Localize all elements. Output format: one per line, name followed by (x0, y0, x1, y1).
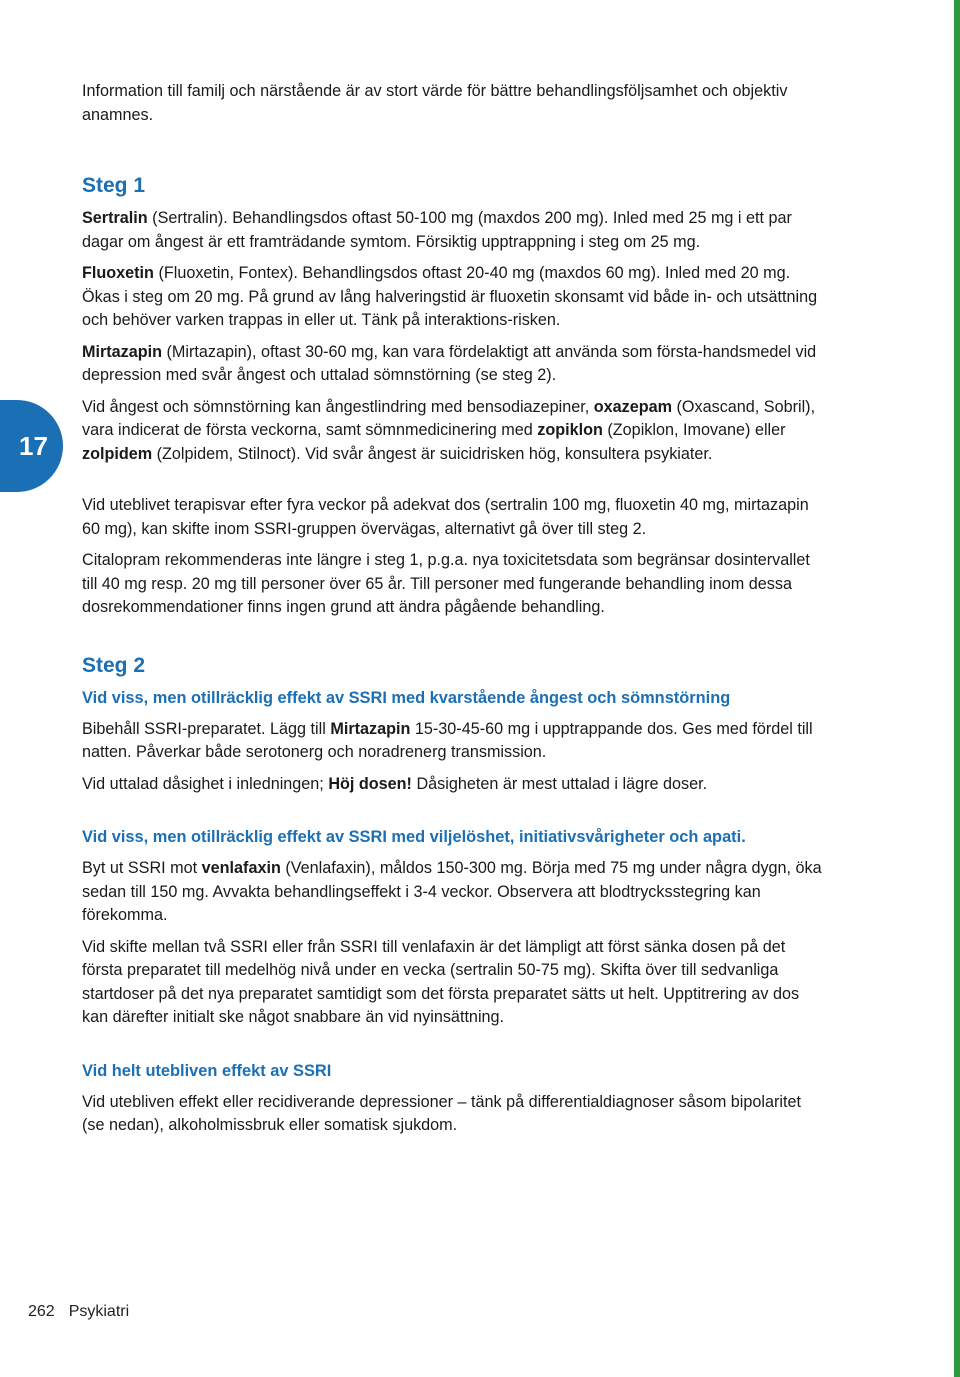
side-color-strip (954, 0, 960, 1377)
angest-text-2: (Oxascand, Sobril), vara indicerat de första veckorna, samt sömnmedicinering med (82, 397, 816, 439)
steg2-subheading-2: Vid viss, men otillräcklig effekt av SSRI med viljelöshet, initiativsvårigheter och apati. (82, 828, 746, 846)
angest-paragraph (82, 396, 822, 467)
intro-paragraph: Information till familj och närstående är av stort värde för bättre behandlingsföljsamhet och objektiv anamnes. (82, 82, 788, 124)
p2-text-1: Vid uttalad dåsighet i inledningen; (82, 774, 329, 793)
venlafaxin-paragraph (82, 857, 822, 928)
angest-text-4: (Zolpidem, Stilnoct). Vid svår ångest är suicidrisken hög, konsultera psykiater. (152, 444, 713, 463)
venlafaxin-name: venlafaxin (201, 859, 281, 877)
section-name: Psykiatri (68, 1303, 130, 1320)
p1-text-2: 15-30-45-60 mg i upptrappande dos. Ges med fördel till natten. Påverkar både serotonerg och noradrenerg transmission. (82, 719, 813, 761)
steg2-subheading-3: Vid helt utebliven effekt av SSRI (82, 1061, 332, 1080)
citalopram-paragraph: Citalopram rekommenderas inte längre i steg 1, p.g.a. nya toxicitetsdata som begränsar dosintervallet till 40 mg resp. 20 mg till personer över 65 år. Till personer med fungerande behandling inom dessa dosrekommendationer finns ingen grund att ändra pågående behandling. (82, 551, 810, 616)
zolpidem-name: zolpidem (82, 444, 153, 463)
mirtazapin-text: (Mirtazapin), oftast 30-60 mg, kan vara fördelaktigt att använda som första-handsmedel vid depression med svår ångest och uttalad sömnstörning (se steg 2). (82, 342, 817, 384)
sertralin-paragraph (82, 207, 822, 254)
skifte-paragraph: Vid skifte mellan två SSRI eller från SSRI till venlafaxin är det lämpligt att först sänka dosen på det första preparatet till medelhög nivå under en vecka (sertralin 50-75 mg). Skifta över till sedvanliga startdoser på det nya preparatet samtidigt som det första preparatet sätts ut helt. Upptitrering av dos kan därefter initialt ske något snabbare än vid nyinsättning. (82, 937, 800, 1026)
fluoxetin-text: (Fluoxetin, Fontex). Behandlingsdos oftast 20-40 mg (maxdos 60 mg). Inled med 20 mg. Ökas i steg om 20 mg. På grund av lång halveringstid är fluoxetin skonsamt vid både in- och utsättning och behöver varken trappas in eller ut. Tänk på interaktions-risken. (82, 264, 818, 329)
p2-bold: Höj dosen! (328, 774, 412, 793)
angest-text-1: Vid ångest och sömnstörning kan ångestlindring med bensodiazepiner, (82, 397, 594, 416)
steg1-heading: Steg 1 (82, 174, 146, 197)
zopiklon-name: zopiklon (537, 421, 603, 439)
chapter-tab: 17 (0, 400, 63, 492)
steg2-subheading-1: Vid viss, men otillräcklig effekt av SSRI med kvarstående ångest och sömnstörning (82, 688, 731, 707)
steg2-heading: Steg 2 (82, 653, 146, 677)
p2-text-2: Dåsigheten är mest uttalad i lägre doser. (411, 774, 708, 793)
p3-text-1: Byt ut SSRI mot (82, 859, 202, 877)
angest-text-3: (Zopiklon, Imovane) eller (602, 421, 786, 439)
page-number: 262 (28, 1303, 55, 1320)
page-content (82, 80, 822, 1138)
p3-text-2: (Venlafaxin), måldos 150-300 mg. Börja med 75 mg under några dygn, öka sedan till 150 mg. Avvakta behandlingseffekt i 3-4 veckor. Observera att blodtrycksstegring kan förekomma. (82, 859, 822, 924)
mirtazapin-paragraph (82, 341, 822, 388)
uteblivet-paragraph: Vid uteblivet terapisvar efter fyra veckor på adekvat dos (sertralin 100 mg, fluoxetin 40 mg, mirtazapin 60 mg), kan skifte inom SSRI-gruppen övervägas, alternativt gå över till steg 2. (82, 496, 809, 538)
mirtazapin-addon-paragraph (82, 718, 822, 765)
oxazepam-name: oxazepam (593, 397, 673, 416)
mirtazapin-name: Mirtazapin (82, 342, 163, 361)
sertralin-name: Sertralin (82, 209, 148, 227)
dasighet-paragraph (82, 773, 822, 797)
page-footer (28, 1303, 143, 1321)
fluoxetin-name: Fluoxetin (82, 264, 154, 282)
p1-text-1: Bibehåll SSRI-preparatet. Lägg till (82, 719, 331, 738)
sertralin-text: (Sertralin). Behandlingsdos oftast 50-100 mg (maxdos 200 mg). Inled med 25 mg i ett par dagar om ångest är ett framträdande symtom. Försiktig upptrappning i steg om 25 mg. (82, 209, 792, 251)
fluoxetin-paragraph (82, 262, 822, 333)
p1-mirtazapin-name: Mirtazapin (330, 719, 411, 738)
utebliven-paragraph: Vid utebliven effekt eller recidiverande depressioner – tänk på differentialdiagnoser såsom bipolaritet (se nedan), alkoholmissbruk eller somatisk sjukdom. (82, 1092, 801, 1134)
